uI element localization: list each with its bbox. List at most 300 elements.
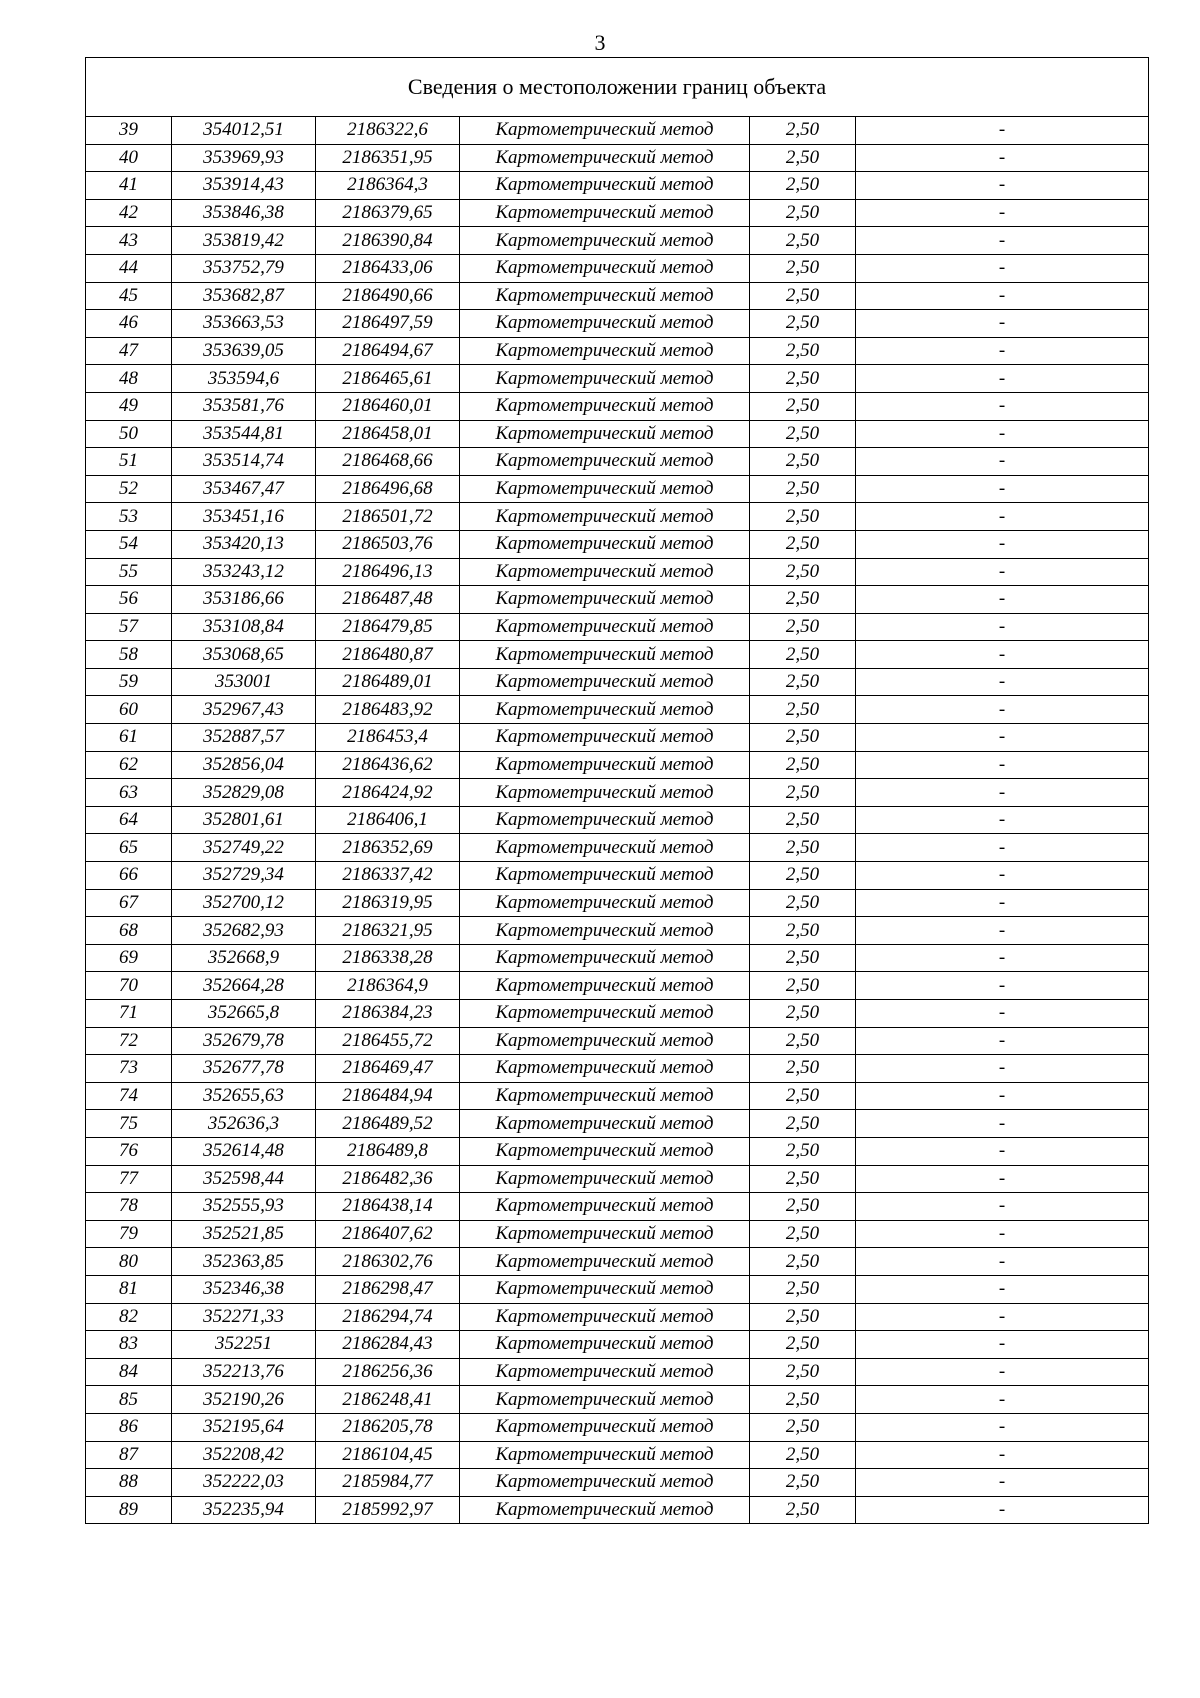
cell-method: Картометрический метод [460,917,750,945]
cell-coordinate-y: 2185992,97 [316,1496,460,1524]
cell-method: Картометрический метод [460,448,750,476]
table-row [86,1496,1149,1524]
cell-method: Картометрический метод [460,172,750,200]
cell-coordinate-x: 353001 [172,668,316,696]
table-row [86,1275,1149,1303]
cell-coordinate-x: 352729,34 [172,862,316,890]
cell-point-number: 80 [86,1248,172,1276]
cell-coordinate-y: 2186460,01 [316,392,460,420]
cell-point-number: 57 [86,613,172,641]
cell-coordinate-y: 2186384,23 [316,1000,460,1028]
cell-accuracy: 2,50 [750,972,856,1000]
cell-accuracy: 2,50 [750,199,856,227]
table-row [86,806,1149,834]
cell-accuracy: 2,50 [750,1386,856,1414]
cell-coordinate-x: 352251 [172,1331,316,1359]
cell-note: - [856,310,1149,338]
cell-note: - [856,144,1149,172]
cell-accuracy: 2,50 [750,1193,856,1221]
cell-method: Картометрический метод [460,1165,750,1193]
table-row [86,834,1149,862]
cell-coordinate-x: 352682,93 [172,917,316,945]
cell-point-number: 75 [86,1110,172,1138]
table-row [86,172,1149,200]
table-row [86,724,1149,752]
cell-coordinate-x: 353420,13 [172,530,316,558]
table-row [86,254,1149,282]
cell-note: - [856,1137,1149,1165]
cell-coordinate-x: 352614,48 [172,1137,316,1165]
cell-accuracy: 2,50 [750,806,856,834]
table-row [86,1220,1149,1248]
cell-accuracy: 2,50 [750,365,856,393]
cell-coordinate-y: 2186104,45 [316,1441,460,1469]
cell-coordinate-x: 352271,33 [172,1303,316,1331]
cell-coordinate-x: 352677,78 [172,1055,316,1083]
page-number: 3 [594,30,606,55]
cell-note: - [856,227,1149,255]
cell-coordinate-y: 2186468,66 [316,448,460,476]
cell-method: Картометрический метод [460,613,750,641]
cell-point-number: 82 [86,1303,172,1331]
cell-note: - [856,530,1149,558]
cell-note: - [856,1441,1149,1469]
table-title-row [86,58,1149,117]
cell-accuracy: 2,50 [750,1165,856,1193]
cell-coordinate-y: 2186248,41 [316,1386,460,1414]
table-row [86,751,1149,779]
cell-note: - [856,1386,1149,1414]
cell-note: - [856,1027,1149,1055]
cell-coordinate-x: 353581,76 [172,392,316,420]
cell-accuracy: 2,50 [750,172,856,200]
cell-point-number: 50 [86,420,172,448]
cell-coordinate-y: 2186390,84 [316,227,460,255]
cell-accuracy: 2,50 [750,586,856,614]
cell-point-number: 55 [86,558,172,586]
cell-note: - [856,862,1149,890]
cell-method: Картометрический метод [460,641,750,669]
cell-note: - [856,1496,1149,1524]
cell-accuracy: 2,50 [750,1331,856,1359]
cell-point-number: 39 [86,117,172,145]
cell-coordinate-x: 353108,84 [172,613,316,641]
table-row [86,917,1149,945]
cell-method: Картометрический метод [460,806,750,834]
table-row [86,530,1149,558]
cell-method: Картометрический метод [460,254,750,282]
table-row [86,1110,1149,1138]
cell-coordinate-y: 2186483,92 [316,696,460,724]
cell-method: Картометрический метод [460,1027,750,1055]
table-row [86,1303,1149,1331]
cell-coordinate-x: 352235,94 [172,1496,316,1524]
cell-note: - [856,972,1149,1000]
cell-point-number: 46 [86,310,172,338]
cell-coordinate-y: 2186352,69 [316,834,460,862]
cell-accuracy: 2,50 [750,944,856,972]
cell-coordinate-y: 2186284,43 [316,1331,460,1359]
table-row [86,199,1149,227]
cell-accuracy: 2,50 [750,1358,856,1386]
cell-coordinate-x: 354012,51 [172,117,316,145]
cell-point-number: 65 [86,834,172,862]
cell-point-number: 44 [86,254,172,282]
cell-method: Картометрический метод [460,1469,750,1497]
cell-coordinate-x: 353819,42 [172,227,316,255]
cell-coordinate-x: 352829,08 [172,779,316,807]
cell-point-number: 45 [86,282,172,310]
cell-accuracy: 2,50 [750,1000,856,1028]
cell-accuracy: 2,50 [750,227,856,255]
cell-accuracy: 2,50 [750,1110,856,1138]
cell-coordinate-x: 352655,63 [172,1082,316,1110]
cell-coordinate-y: 2186337,42 [316,862,460,890]
cell-method: Картометрический метод [460,1358,750,1386]
cell-method: Картометрический метод [460,696,750,724]
table-row [86,1082,1149,1110]
cell-coordinate-x: 352363,85 [172,1248,316,1276]
cell-note: - [856,724,1149,752]
cell-note: - [856,282,1149,310]
table-row [86,1358,1149,1386]
table-row [86,972,1149,1000]
cell-accuracy: 2,50 [750,862,856,890]
cell-point-number: 85 [86,1386,172,1414]
cell-coordinate-x: 353186,66 [172,586,316,614]
cell-coordinate-x: 353969,93 [172,144,316,172]
cell-accuracy: 2,50 [750,144,856,172]
cell-note: - [856,586,1149,614]
cell-coordinate-x: 352346,38 [172,1275,316,1303]
cell-coordinate-x: 352887,57 [172,724,316,752]
cell-point-number: 58 [86,641,172,669]
cell-accuracy: 2,50 [750,917,856,945]
cell-coordinate-y: 2185984,77 [316,1469,460,1497]
cell-point-number: 64 [86,806,172,834]
cell-coordinate-y: 2186294,74 [316,1303,460,1331]
cell-note: - [856,117,1149,145]
table-row [86,862,1149,890]
cell-coordinate-x: 353243,12 [172,558,316,586]
cell-method: Картометрический метод [460,1082,750,1110]
cell-accuracy: 2,50 [750,282,856,310]
table-row [86,310,1149,338]
cell-coordinate-y: 2186436,62 [316,751,460,779]
cell-point-number: 41 [86,172,172,200]
cell-method: Картометрический метод [460,117,750,145]
cell-coordinate-y: 2186302,76 [316,1248,460,1276]
cell-coordinate-x: 353467,47 [172,475,316,503]
cell-accuracy: 2,50 [750,310,856,338]
cell-method: Картометрический метод [460,1137,750,1165]
cell-point-number: 67 [86,889,172,917]
cell-accuracy: 2,50 [750,392,856,420]
table-row [86,1386,1149,1414]
cell-coordinate-x: 352208,42 [172,1441,316,1469]
cell-point-number: 63 [86,779,172,807]
cell-coordinate-y: 2186364,3 [316,172,460,200]
cell-method: Картометрический метод [460,1110,750,1138]
cell-note: - [856,944,1149,972]
cell-note: - [856,641,1149,669]
table-row [86,1441,1149,1469]
cell-coordinate-y: 2186256,36 [316,1358,460,1386]
cell-note: - [856,1331,1149,1359]
cell-coordinate-x: 352213,76 [172,1358,316,1386]
table-row [86,117,1149,145]
cell-coordinate-x: 353682,87 [172,282,316,310]
table-row [86,1027,1149,1055]
cell-point-number: 86 [86,1413,172,1441]
cell-method: Картометрический метод [460,1248,750,1276]
cell-note: - [856,1248,1149,1276]
cell-coordinate-y: 2186455,72 [316,1027,460,1055]
cell-coordinate-x: 352222,03 [172,1469,316,1497]
cell-method: Картометрический метод [460,1055,750,1083]
cell-point-number: 84 [86,1358,172,1386]
table-row [86,1248,1149,1276]
cell-accuracy: 2,50 [750,475,856,503]
cell-coordinate-y: 2186438,14 [316,1193,460,1221]
cell-note: - [856,1358,1149,1386]
table-row [86,668,1149,696]
table-row [86,144,1149,172]
cell-method: Картометрический метод [460,779,750,807]
cell-coordinate-x: 352700,12 [172,889,316,917]
cell-coordinate-y: 2186322,6 [316,117,460,145]
cell-point-number: 73 [86,1055,172,1083]
table-row [86,1165,1149,1193]
cell-coordinate-y: 2186489,8 [316,1137,460,1165]
table-row [86,889,1149,917]
cell-coordinate-x: 353068,65 [172,641,316,669]
cell-coordinate-x: 353451,16 [172,503,316,531]
cell-point-number: 68 [86,917,172,945]
cell-method: Картометрический метод [460,1303,750,1331]
cell-coordinate-y: 2186433,06 [316,254,460,282]
cell-method: Картометрический метод [460,834,750,862]
cell-note: - [856,696,1149,724]
cell-note: - [856,1082,1149,1110]
cell-coordinate-y: 2186496,68 [316,475,460,503]
table-row [86,1000,1149,1028]
cell-point-number: 88 [86,1469,172,1497]
cell-note: - [856,420,1149,448]
cell-point-number: 77 [86,1165,172,1193]
cell-accuracy: 2,50 [750,1027,856,1055]
cell-coordinate-y: 2186494,67 [316,337,460,365]
cell-point-number: 79 [86,1220,172,1248]
cell-accuracy: 2,50 [750,1303,856,1331]
cell-coordinate-y: 2186489,52 [316,1110,460,1138]
cell-point-number: 69 [86,944,172,972]
cell-coordinate-x: 353514,74 [172,448,316,476]
cell-coordinate-x: 352598,44 [172,1165,316,1193]
table-row [86,392,1149,420]
cell-coordinate-y: 2186489,01 [316,668,460,696]
cell-point-number: 53 [86,503,172,531]
cell-coordinate-x: 352856,04 [172,751,316,779]
cell-accuracy: 2,50 [750,1441,856,1469]
cell-point-number: 42 [86,199,172,227]
cell-accuracy: 2,50 [750,448,856,476]
cell-method: Картометрический метод [460,586,750,614]
cell-coordinate-x: 352665,8 [172,1000,316,1028]
cell-accuracy: 2,50 [750,779,856,807]
cell-point-number: 83 [86,1331,172,1359]
cell-point-number: 81 [86,1275,172,1303]
cell-accuracy: 2,50 [750,117,856,145]
cell-note: - [856,503,1149,531]
cell-coordinate-y: 2186497,59 [316,310,460,338]
cell-accuracy: 2,50 [750,1413,856,1441]
cell-accuracy: 2,50 [750,613,856,641]
cell-method: Картометрический метод [460,724,750,752]
cell-method: Картометрический метод [460,337,750,365]
cell-method: Картометрический метод [460,1441,750,1469]
cell-note: - [856,1000,1149,1028]
cell-note: - [856,917,1149,945]
cell-note: - [856,834,1149,862]
table-row [86,475,1149,503]
cell-method: Картометрический метод [460,862,750,890]
table-row [86,696,1149,724]
cell-accuracy: 2,50 [750,1220,856,1248]
cell-coordinate-y: 2186453,4 [316,724,460,752]
cell-method: Картометрический метод [460,227,750,255]
cell-note: - [856,1469,1149,1497]
cell-method: Картометрический метод [460,1496,750,1524]
cell-method: Картометрический метод [460,503,750,531]
cell-coordinate-x: 352195,64 [172,1413,316,1441]
table-row [86,1137,1149,1165]
cell-coordinate-x: 352749,22 [172,834,316,862]
cell-accuracy: 2,50 [750,254,856,282]
cell-note: - [856,806,1149,834]
cell-point-number: 70 [86,972,172,1000]
cell-accuracy: 2,50 [750,668,856,696]
cell-note: - [856,1055,1149,1083]
table-row [86,944,1149,972]
cell-coordinate-y: 2186490,66 [316,282,460,310]
cell-point-number: 74 [86,1082,172,1110]
table-title: Сведения о местоположении границ объекта [86,58,1149,117]
cell-note: - [856,1275,1149,1303]
cell-note: - [856,448,1149,476]
cell-note: - [856,392,1149,420]
cell-coordinate-y: 2186338,28 [316,944,460,972]
cell-method: Картометрический метод [460,310,750,338]
cell-note: - [856,365,1149,393]
cell-point-number: 87 [86,1441,172,1469]
cell-accuracy: 2,50 [750,1496,856,1524]
cell-coordinate-y: 2186321,95 [316,917,460,945]
cell-accuracy: 2,50 [750,558,856,586]
cell-coordinate-x: 353544,81 [172,420,316,448]
cell-accuracy: 2,50 [750,1055,856,1083]
cell-coordinate-x: 352679,78 [172,1027,316,1055]
cell-coordinate-y: 2186319,95 [316,889,460,917]
cell-coordinate-x: 352190,26 [172,1386,316,1414]
cell-note: - [856,1193,1149,1221]
cell-note: - [856,254,1149,282]
cell-point-number: 47 [86,337,172,365]
cell-method: Картометрический метод [460,944,750,972]
cell-method: Картометрический метод [460,1275,750,1303]
cell-coordinate-y: 2186465,61 [316,365,460,393]
cell-coordinate-x: 352801,61 [172,806,316,834]
cell-method: Картометрический метод [460,1386,750,1414]
cell-coordinate-x: 353594,6 [172,365,316,393]
cell-note: - [856,337,1149,365]
cell-method: Картометрический метод [460,199,750,227]
cell-note: - [856,613,1149,641]
cell-coordinate-y: 2186496,13 [316,558,460,586]
cell-point-number: 66 [86,862,172,890]
cell-coordinate-y: 2186487,48 [316,586,460,614]
cell-method: Картометрический метод [460,1413,750,1441]
cell-coordinate-x: 353752,79 [172,254,316,282]
cell-method: Картометрический метод [460,420,750,448]
cell-coordinate-x: 352555,93 [172,1193,316,1221]
table-body [86,117,1149,1524]
cell-accuracy: 2,50 [750,641,856,669]
table-row [86,282,1149,310]
cell-method: Картометрический метод [460,475,750,503]
cell-coordinate-x: 353639,05 [172,337,316,365]
cell-accuracy: 2,50 [750,1082,856,1110]
cell-point-number: 89 [86,1496,172,1524]
cell-accuracy: 2,50 [750,1137,856,1165]
cell-accuracy: 2,50 [750,696,856,724]
cell-note: - [856,1110,1149,1138]
cell-coordinate-x: 353663,53 [172,310,316,338]
cell-accuracy: 2,50 [750,889,856,917]
cell-accuracy: 2,50 [750,751,856,779]
table-row [86,1055,1149,1083]
cell-note: - [856,668,1149,696]
cell-coordinate-y: 2186482,36 [316,1165,460,1193]
cell-coordinate-y: 2186406,1 [316,806,460,834]
cell-point-number: 76 [86,1137,172,1165]
table-row [86,337,1149,365]
cell-point-number: 43 [86,227,172,255]
cell-coordinate-y: 2186407,62 [316,1220,460,1248]
cell-coordinate-x: 352521,85 [172,1220,316,1248]
cell-accuracy: 2,50 [750,337,856,365]
cell-note: - [856,1413,1149,1441]
cell-point-number: 72 [86,1027,172,1055]
cell-coordinate-y: 2186484,94 [316,1082,460,1110]
cell-accuracy: 2,50 [750,420,856,448]
cell-method: Картометрический метод [460,1331,750,1359]
table-row [86,420,1149,448]
cell-coordinate-x: 353914,43 [172,172,316,200]
cell-note: - [856,889,1149,917]
table-row [86,1331,1149,1359]
cell-method: Картометрический метод [460,144,750,172]
cell-method: Картометрический метод [460,751,750,779]
cell-method: Картометрический метод [460,530,750,558]
cell-method: Картометрический метод [460,1000,750,1028]
cell-note: - [856,1220,1149,1248]
cell-coordinate-x: 353846,38 [172,199,316,227]
cell-method: Картометрический метод [460,558,750,586]
cell-note: - [856,751,1149,779]
cell-coordinate-y: 2186351,95 [316,144,460,172]
cell-coordinate-y: 2186480,87 [316,641,460,669]
